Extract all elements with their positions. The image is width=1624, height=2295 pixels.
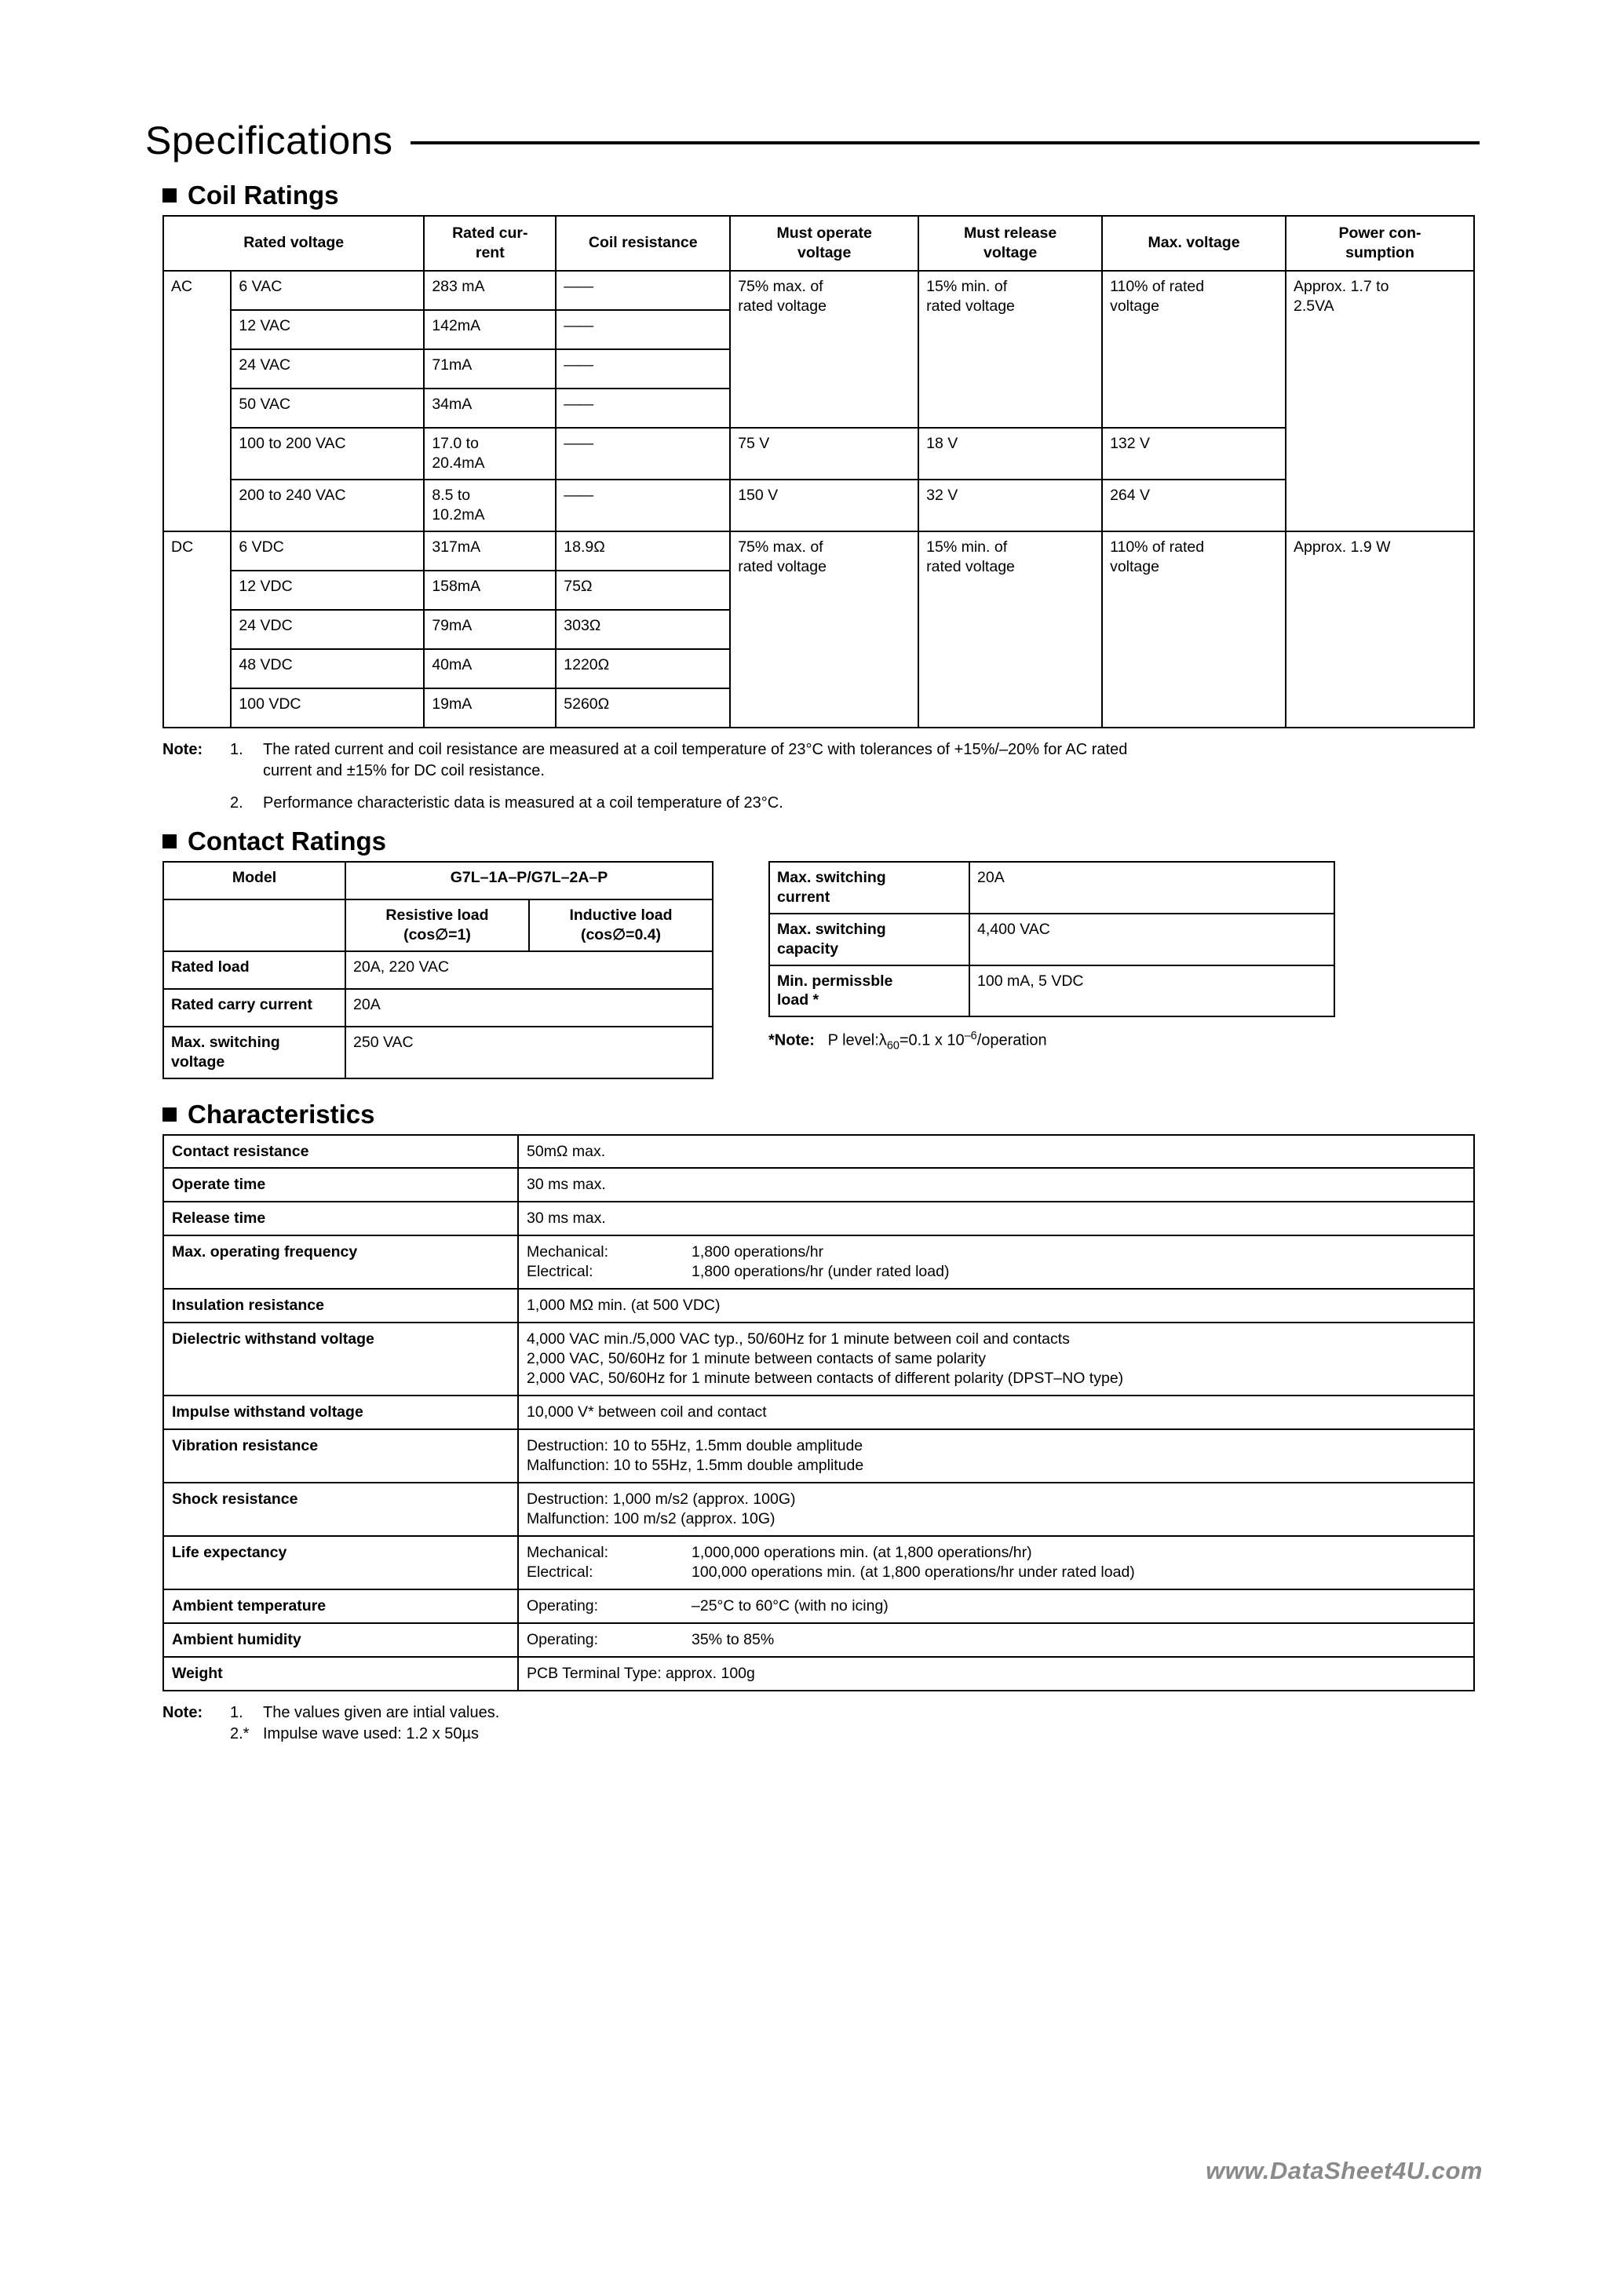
col-must-release-voltage: [918, 216, 1102, 271]
table-row: [163, 1202, 1474, 1235]
value-line-a: Mechanical:: [527, 1243, 609, 1261]
cell-min-permissible-load-label: [769, 965, 969, 1017]
note-line: [230, 793, 1480, 814]
table-row: [163, 1168, 1474, 1202]
cell-label: Shock resistance: [163, 1483, 518, 1536]
section-coil-ratings-header: [162, 181, 1480, 210]
table-header-row: [163, 899, 713, 951]
value-line: Malfunction: 10 to 55Hz, 1.5mm double amplitude: [527, 1457, 864, 1475]
switching-specs-table: [768, 861, 1335, 1018]
value-line: Malfunction: 100 m/s2 (approx. 10G): [527, 1509, 776, 1527]
max-switching-voltage-l1: Max. switching: [171, 1033, 280, 1051]
cell-rated-voltage: 12 VAC: [231, 310, 424, 349]
cell-max-switching-voltage-value: 250 VAC: [345, 1027, 713, 1078]
cell-inductive-load: [529, 899, 713, 951]
cell-rated-carry-current-label: Rated carry current: [163, 989, 345, 1027]
cell-must-release-voltage: [918, 271, 1102, 428]
coil-group-ac-label: AC: [163, 271, 231, 531]
table-row: [163, 951, 713, 989]
cell-rated-voltage: 200 to 240 VAC: [231, 480, 424, 531]
note-line: [162, 739, 1480, 761]
cell-rated-current: [424, 428, 556, 480]
max-switching-capacity-l1: Max. switching: [777, 920, 886, 938]
cell-value: [518, 1536, 1474, 1589]
min-permissible-load-l2: load *: [777, 991, 819, 1009]
value-line-b: 35% to 85%: [692, 1630, 775, 1648]
note-text: current and ±15% for DC coil resistance.: [263, 761, 545, 779]
note-line: [230, 1724, 1480, 1745]
cell-label: Release time: [163, 1202, 518, 1235]
cell-coil-resistance: ——: [556, 428, 730, 480]
value-line: 2,000 VAC, 50/60Hz for 1 minute between contacts of different polarity (DPST–NO type): [527, 1370, 1124, 1388]
cell-rated-voltage: 50 VAC: [231, 389, 424, 428]
section-title-characteristics: Characteristics: [188, 1099, 375, 1129]
note-text: Performance characteristic data is measured at a coil temperature of 23°C.: [263, 794, 783, 812]
cell-value: 50mΩ max.: [518, 1135, 1474, 1169]
note-text: The values given are intial values.: [263, 1703, 500, 1721]
col-rated-voltage: Rated voltage: [163, 216, 424, 271]
cell-must-operate-voltage: 150 V: [730, 480, 918, 531]
max-voltage-l1: 110% of rated: [1110, 277, 1205, 295]
value-line: [527, 1242, 1465, 1262]
cell-must-release-voltage: [918, 531, 1102, 728]
col-must-release-l2: voltage: [983, 243, 1038, 261]
cell-max-switching-voltage-label: [163, 1027, 345, 1078]
rated-current-l2: 10.2mA: [432, 505, 485, 524]
contact-ratings-tables: [162, 861, 1480, 1079]
value-line-b: 1,800 operations/hr: [692, 1243, 824, 1261]
cell-empty: [163, 899, 345, 951]
cell-max-switching-capacity-value: 4,400 VAC: [969, 914, 1334, 965]
col-rated-current-l1: Rated cur-: [452, 224, 528, 242]
value-line-a: Operating:: [527, 1596, 599, 1615]
cell-must-operate-voltage: 75 V: [730, 428, 918, 480]
table-row: [163, 531, 1474, 571]
cell-rated-voltage: 100 VDC: [231, 688, 424, 728]
must-operate-l1: 75% max. of: [738, 538, 823, 556]
cell-must-release-voltage: 32 V: [918, 480, 1102, 531]
inductive-load-l1: Inductive load: [569, 906, 673, 924]
cell-max-switching-current-value: 20A: [969, 862, 1334, 914]
power-ac-l1: Approx. 1.7 to: [1294, 277, 1389, 295]
inductive-load-l2: (cos∅=0.4): [580, 925, 662, 943]
characteristics-table: [162, 1134, 1475, 1691]
col-power-l1: Power con-: [1338, 224, 1421, 242]
cell-coil-resistance: 303Ω: [556, 610, 730, 649]
cell-coil-resistance: ——: [556, 480, 730, 531]
value-line: Destruction: 1,000 m/s2 (approx. 100G): [527, 1490, 796, 1508]
col-max-voltage: Max. voltage: [1102, 216, 1286, 271]
cell-max-voltage: [1102, 531, 1286, 728]
table-row: [163, 1396, 1474, 1429]
cell-rated-current: [424, 480, 556, 531]
table-row: [163, 428, 1474, 480]
cell-coil-resistance: 5260Ω: [556, 688, 730, 728]
cell-rated-current: 283 mA: [424, 271, 556, 310]
cell-rated-voltage: 24 VDC: [231, 610, 424, 649]
value-line: [527, 1262, 1465, 1282]
table-row: [163, 1429, 1474, 1483]
table-header-row: [163, 216, 1474, 271]
cell-must-operate-voltage: [730, 271, 918, 428]
cell-value: [518, 1483, 1474, 1536]
cell-rated-carry-current-value: 20A: [345, 989, 713, 1027]
cell-label: Ambient humidity: [163, 1623, 518, 1657]
note-text: Impulse wave used: 1.2 x 50µs: [263, 1724, 479, 1742]
table-row: [163, 1323, 1474, 1396]
cell-model-label: Model: [163, 862, 345, 899]
col-must-operate-voltage: [730, 216, 918, 271]
cell-label: Life expectancy: [163, 1536, 518, 1589]
table-row: [163, 271, 1474, 310]
value-line-a: Operating:: [527, 1630, 599, 1648]
cell-label: Dielectric withstand voltage: [163, 1323, 518, 1396]
cell-coil-resistance: 75Ω: [556, 571, 730, 610]
contact-note-text-3: /operation: [976, 1032, 1047, 1050]
cell-rated-current: 34mA: [424, 389, 556, 428]
cell-label: Weight: [163, 1657, 518, 1691]
contact-note-label: *Note:: [768, 1032, 815, 1050]
cell-rated-current: 142mA: [424, 310, 556, 349]
contact-note-sub: 60: [886, 1040, 900, 1053]
cell-rated-current: 19mA: [424, 688, 556, 728]
coil-notes: [162, 739, 1480, 814]
value-line-a: Mechanical:: [527, 1543, 609, 1561]
table-row: [769, 965, 1334, 1017]
table-row: [163, 1235, 1474, 1289]
max-switching-current-l1: Max. switching: [777, 868, 886, 886]
col-power-consumption: [1286, 216, 1474, 271]
table-row: [163, 480, 1474, 531]
must-release-l1: 15% min. of: [926, 277, 1008, 295]
bullet-square-icon: [162, 834, 177, 848]
contact-note-text-1: P level:λ: [827, 1032, 887, 1050]
max-voltage-l2: voltage: [1110, 557, 1159, 575]
cell-label: Vibration resistance: [163, 1429, 518, 1483]
contact-note: [768, 1030, 1335, 1053]
must-release-l2: rated voltage: [926, 297, 1015, 315]
cell-max-switching-capacity-label: [769, 914, 969, 965]
switching-table-wrap: [768, 861, 1335, 1053]
cell-label: Ambient temperature: [163, 1589, 518, 1623]
note-label: Note:: [162, 1703, 203, 1721]
resistive-load-l2: (cos∅=1): [403, 925, 471, 943]
rated-current-l1: 8.5 to: [432, 486, 471, 504]
note-line: [230, 761, 1480, 782]
title-rule: [411, 141, 1480, 144]
contact-ratings-table: [162, 861, 713, 1079]
cell-coil-resistance: ——: [556, 349, 730, 389]
col-power-l2: sumption: [1345, 243, 1414, 261]
characteristics-notes: [162, 1702, 1480, 1745]
cell-rated-current: 158mA: [424, 571, 556, 610]
cell-label: Max. operating frequency: [163, 1235, 518, 1289]
power-ac-l2: 2.5VA: [1294, 297, 1334, 315]
table-row: [163, 1135, 1474, 1169]
cell-coil-resistance: ——: [556, 271, 730, 310]
cell-rated-voltage: 12 VDC: [231, 571, 424, 610]
cell-value: 30 ms max.: [518, 1202, 1474, 1235]
value-line: [527, 1563, 1465, 1582]
cell-rated-load-label: Rated load: [163, 951, 345, 989]
cell-max-voltage: 132 V: [1102, 428, 1286, 480]
value-line-b: 1,800 operations/hr (under rated load): [692, 1263, 950, 1281]
value-line-b: 100,000 operations min. (at 1,800 operations/hr under rated load): [692, 1563, 1135, 1581]
col-coil-resistance: Coil resistance: [556, 216, 730, 271]
table-row: [163, 989, 713, 1027]
contact-note-text-2: =0.1 x 10: [899, 1032, 965, 1050]
must-operate-l2: rated voltage: [738, 557, 827, 575]
cell-rated-voltage: 6 VAC: [231, 271, 424, 310]
value-line: 4,000 VAC min./5,000 VAC typ., 50/60Hz for 1 minute between coil and contacts: [527, 1330, 1070, 1348]
max-voltage-l1: 110% of rated: [1110, 538, 1205, 556]
table-header-row: [163, 862, 713, 899]
cell-value: 1,000 MΩ min. (at 500 VDC): [518, 1289, 1474, 1323]
table-row: [769, 862, 1334, 914]
page-title: Specifications: [145, 119, 393, 162]
value-line: 2,000 VAC, 50/60Hz for 1 minute between contacts of same polarity: [527, 1350, 986, 1368]
cell-label: Insulation resistance: [163, 1289, 518, 1323]
table-row: [163, 1536, 1474, 1589]
max-voltage-l2: voltage: [1110, 297, 1159, 315]
cell-model-value: G7L–1A–P/G7L–2A–P: [345, 862, 713, 899]
cell-coil-resistance: 1220Ω: [556, 649, 730, 688]
value-line-b: 1,000,000 operations min. (at 1,800 operations/hr): [692, 1543, 1032, 1561]
cell-coil-resistance: 18.9Ω: [556, 531, 730, 571]
table-row: [163, 1657, 1474, 1691]
note-number: 1.: [230, 740, 243, 758]
cell-power-consumption-dc: Approx. 1.9 W: [1286, 531, 1474, 728]
rated-current-l1: 17.0 to: [432, 434, 479, 452]
max-switching-capacity-l2: capacity: [777, 940, 839, 958]
cell-label: Impulse withstand voltage: [163, 1396, 518, 1429]
page-title-row: [145, 118, 1480, 163]
cell-value: [518, 1429, 1474, 1483]
col-must-operate-l1: Must operate: [776, 224, 872, 242]
cell-label: Operate time: [163, 1168, 518, 1202]
cell-rated-current: 71mA: [424, 349, 556, 389]
cell-resistive-load: [345, 899, 529, 951]
min-permissible-load-l1: Min. permissble: [777, 972, 893, 990]
section-title-contact-ratings: Contact Ratings: [188, 826, 387, 856]
max-switching-voltage-l2: voltage: [171, 1053, 225, 1071]
cell-must-operate-voltage: [730, 531, 918, 728]
col-rated-current: [424, 216, 556, 271]
must-operate-l2: rated voltage: [738, 297, 827, 315]
cell-max-voltage: [1102, 271, 1286, 428]
cell-value: 30 ms max.: [518, 1168, 1474, 1202]
value-line: [527, 1630, 1465, 1650]
cell-rated-current: 317mA: [424, 531, 556, 571]
table-row: [163, 1589, 1474, 1623]
coil-group-dc-label: DC: [163, 531, 231, 728]
cell-rated-voltage: 48 VDC: [231, 649, 424, 688]
value-line: [527, 1596, 1465, 1616]
cell-value: [518, 1323, 1474, 1396]
must-operate-l1: 75% max. of: [738, 277, 823, 295]
section-characteristics-header: [162, 1100, 1480, 1129]
must-release-l1: 15% min. of: [926, 538, 1008, 556]
page-content: [145, 118, 1480, 1753]
table-row: [163, 1623, 1474, 1657]
rated-current-l2: 20.4mA: [432, 454, 485, 472]
note-number-spacer: [230, 761, 263, 782]
note-label: Note:: [162, 740, 203, 758]
note-number: 2.: [230, 794, 243, 812]
col-must-operate-l2: voltage: [797, 243, 852, 261]
value-line-a: Electrical:: [527, 1263, 593, 1281]
cell-coil-resistance: ——: [556, 389, 730, 428]
footer-watermark: www.DataSheet4U.com: [1206, 2157, 1483, 2184]
cell-coil-resistance: ——: [556, 310, 730, 349]
cell-value: [518, 1589, 1474, 1623]
cell-rated-current: 79mA: [424, 610, 556, 649]
note-number: 2.*: [230, 1724, 250, 1742]
note-line: [162, 1702, 1480, 1724]
coil-ratings-table: [162, 215, 1475, 728]
cell-value: PCB Terminal Type: approx. 100g: [518, 1657, 1474, 1691]
note-text: The rated current and coil resistance are measured at a coil temperature of 23°C with tolerances of +15%/–20% for AC rated: [263, 740, 1128, 758]
cell-rated-current: 40mA: [424, 649, 556, 688]
table-row: [163, 1027, 713, 1078]
cell-max-switching-current-label: [769, 862, 969, 914]
bullet-square-icon: [162, 188, 177, 202]
cell-rated-load-value: 20A, 220 VAC: [345, 951, 713, 989]
table-row: [163, 1483, 1474, 1536]
section-contact-ratings-header: [162, 826, 1480, 856]
value-line: [527, 1543, 1465, 1563]
section-title-coil-ratings: Coil Ratings: [188, 181, 339, 210]
table-row: [769, 914, 1334, 965]
note-number: 1.: [230, 1703, 243, 1721]
value-line: Destruction: 10 to 55Hz, 1.5mm double amplitude: [527, 1437, 863, 1455]
cell-power-consumption-ac: [1286, 271, 1474, 531]
cell-value: [518, 1235, 1474, 1289]
cell-value: [518, 1623, 1474, 1657]
cell-rated-voltage: 24 VAC: [231, 349, 424, 389]
cell-label: Contact resistance: [163, 1135, 518, 1169]
table-row: [163, 1289, 1474, 1323]
cell-must-release-voltage: 18 V: [918, 428, 1102, 480]
resistive-load-l1: Resistive load: [385, 906, 489, 924]
must-release-l2: rated voltage: [926, 557, 1015, 575]
value-line-b: –25°C to 60°C (with no icing): [692, 1596, 889, 1615]
cell-rated-voltage: 100 to 200 VAC: [231, 428, 424, 480]
bullet-square-icon: [162, 1107, 177, 1122]
max-switching-current-l2: current: [777, 888, 830, 906]
cell-max-voltage: 264 V: [1102, 480, 1286, 531]
cell-value: 10,000 V* between coil and contact: [518, 1396, 1474, 1429]
contact-note-sup: –6: [964, 1030, 977, 1043]
col-rated-current-l2: rent: [475, 243, 505, 261]
cell-min-permissible-load-value: 100 mA, 5 VDC: [969, 965, 1334, 1017]
cell-rated-voltage: 6 VDC: [231, 531, 424, 571]
col-must-release-l1: Must release: [964, 224, 1057, 242]
value-line-a: Electrical:: [527, 1563, 593, 1581]
